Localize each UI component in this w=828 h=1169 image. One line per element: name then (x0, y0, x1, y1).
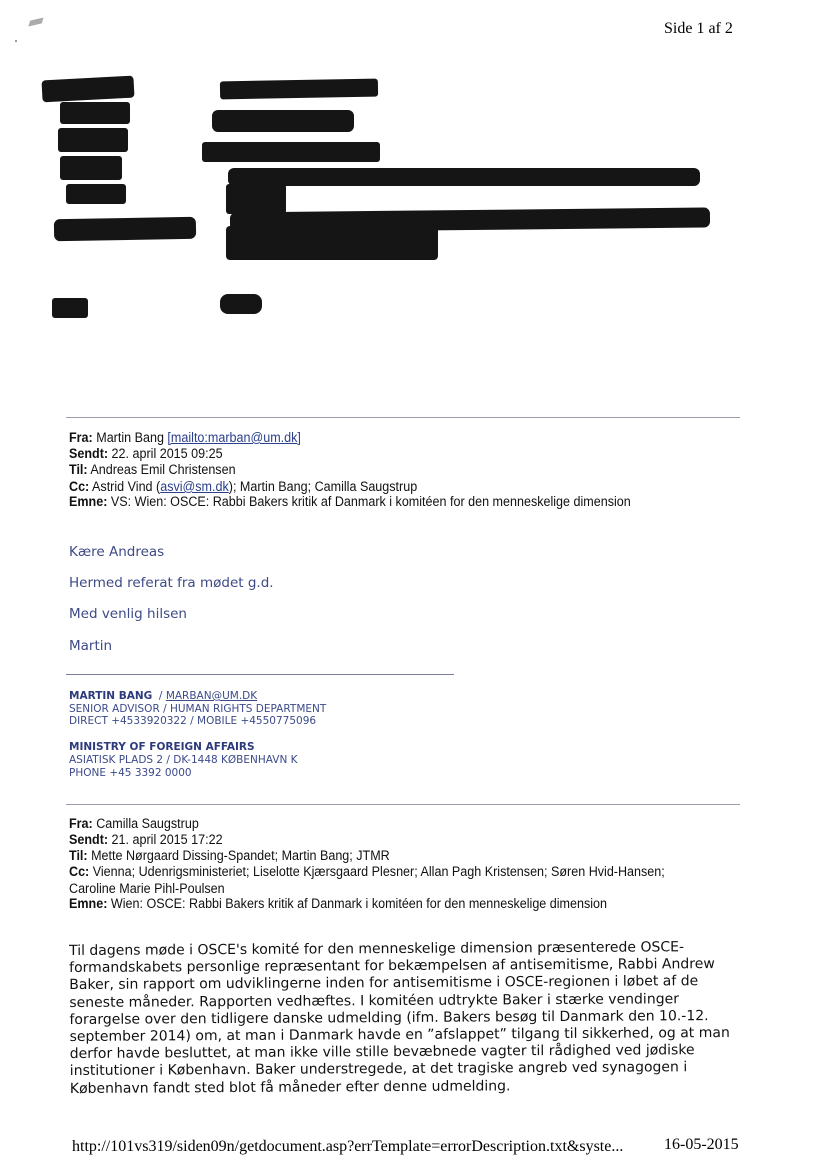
paragraph-line: seneste måneder. Rapporten vedhæftes. I komitéen udtrykte Baker i stærke vendinger (69, 990, 679, 1011)
paragraph-line: Til dagens møde i OSCE's komité for den menneskelige dimension præsenterede OSCE- (69, 939, 685, 959)
redaction-block (220, 294, 262, 314)
redaction-block (226, 226, 438, 260)
footer-date: 16-05-2015 (664, 1136, 739, 1153)
paragraph-line: Baker, sin rapport om udviklingerne inden for antisemitisme i OSCE-regionen i løbet af de (69, 973, 699, 994)
body-text: Hermed referat fra mødet g.d. (69, 575, 274, 591)
redaction-block (226, 184, 286, 214)
paragraph-line: derfor havde besluttet, at man ikke ville stille bevæbnede vagter til rådighed ved jødiske (69, 1042, 695, 1063)
signature-name-row: MARTIN BANG / MARBAN@UM.DK (69, 690, 258, 702)
subject-row: Emne: Wien: OSCE: Rabbi Bakers kritik af Danmark i komitéen for den menneskelige dimension (69, 896, 608, 911)
signature-org: MINISTRY OF FOREIGN AFFAIRS (69, 741, 255, 753)
cc-row-continued: Caroline Marie Pihl-Poulsen (69, 881, 225, 896)
signature-phones: DIRECT +4533920322 / MOBILE +4550775096 (69, 715, 317, 727)
from-row: Fra: Martin Bang [mailto:marban@um.dk] (69, 430, 301, 445)
signature-email-link[interactable]: MARBAN@UM.DK (165, 690, 258, 702)
greeting: Kære Andreas (69, 544, 165, 560)
redaction-block (54, 217, 196, 241)
signature-title: SENIOR ADVISOR / HUMAN RIGHTS DEPARTMENT (69, 703, 327, 715)
to-row: Til: Andreas Emil Christensen (69, 462, 236, 477)
signature-phone: PHONE +45 3392 0000 (69, 767, 192, 779)
redaction-block (60, 156, 122, 180)
to-row: Til: Mette Nørgaard Dissing-Spandet; Martin Bang; JTMR (69, 848, 390, 863)
subject-row: Emne: VS: Wien: OSCE: Rabbi Bakers kritik af Danmark i komitéen for den menneskelige dimension (69, 494, 631, 509)
divider (66, 417, 740, 418)
redaction-block (212, 110, 354, 132)
paragraph-line: institutioner i København. Baker understregede, at det tragiske angreb ved synagogen i (69, 1059, 688, 1080)
redaction-block (52, 298, 88, 318)
scan-artifact (28, 18, 43, 27)
from-row: Fra: Camilla Saugstrup (69, 816, 199, 831)
paragraph-line: forargelse over den tidligere danske udmelding (ifm. Bakers besøg til Danmark den 10.-12. (69, 1007, 709, 1028)
footer-url: http://101vs319/siden09n/getdocument.asp?errTemplate=errorDescription.txt&syste... (72, 1138, 624, 1155)
redaction-block (41, 76, 134, 103)
redaction-block (58, 128, 128, 152)
redaction-block (228, 168, 700, 186)
page-number: Side 1 af 2 (664, 20, 733, 37)
cc-row: Cc: Astrid Vind (asvi@sm.dk); Martin Bang; Camilla Saugstrup (69, 479, 418, 494)
cc-email-link[interactable]: asvi@sm.dk (160, 479, 229, 494)
signature-divider (66, 674, 454, 675)
sent-row: Sendt: 21. april 2015 17:22 (69, 832, 223, 847)
paragraph-line: formandskabets personlige repræsentant for bekæmpelsen af antisemitisme, Rabbi Andrew (69, 956, 715, 977)
email-body-paragraph (69, 939, 750, 1098)
scan-artifact (15, 40, 17, 42)
redaction-block (202, 142, 380, 162)
cc-row: Cc: Vienna; Udenrigsministeriet; Liselotte Kjærsgaard Plesner; Allan Pagh Kristensen; Søren Hvid-Hansen; (69, 864, 665, 879)
sent-row: Sendt: 22. april 2015 09:25 (69, 446, 223, 461)
redaction-block (66, 184, 126, 204)
paragraph-line: september 2014) om, at man i Danmark havde en ”afslappet” tilgang til sikkerhed, og at man (69, 1024, 730, 1046)
redaction-block (220, 79, 378, 100)
sender-first-name: Martin (69, 638, 113, 654)
paragraph-line: København fandt sted blot få måneder efter denne udmelding. (69, 1077, 511, 1097)
closing: Med venlig hilsen (69, 606, 187, 622)
signature-address: ASIATISK PLADS 2 / DK-1448 KØBENHAVN K (69, 754, 298, 766)
sender-email-link[interactable]: [mailto:marban@um.dk] (167, 430, 301, 445)
redaction-block (60, 102, 130, 124)
divider (66, 804, 740, 805)
